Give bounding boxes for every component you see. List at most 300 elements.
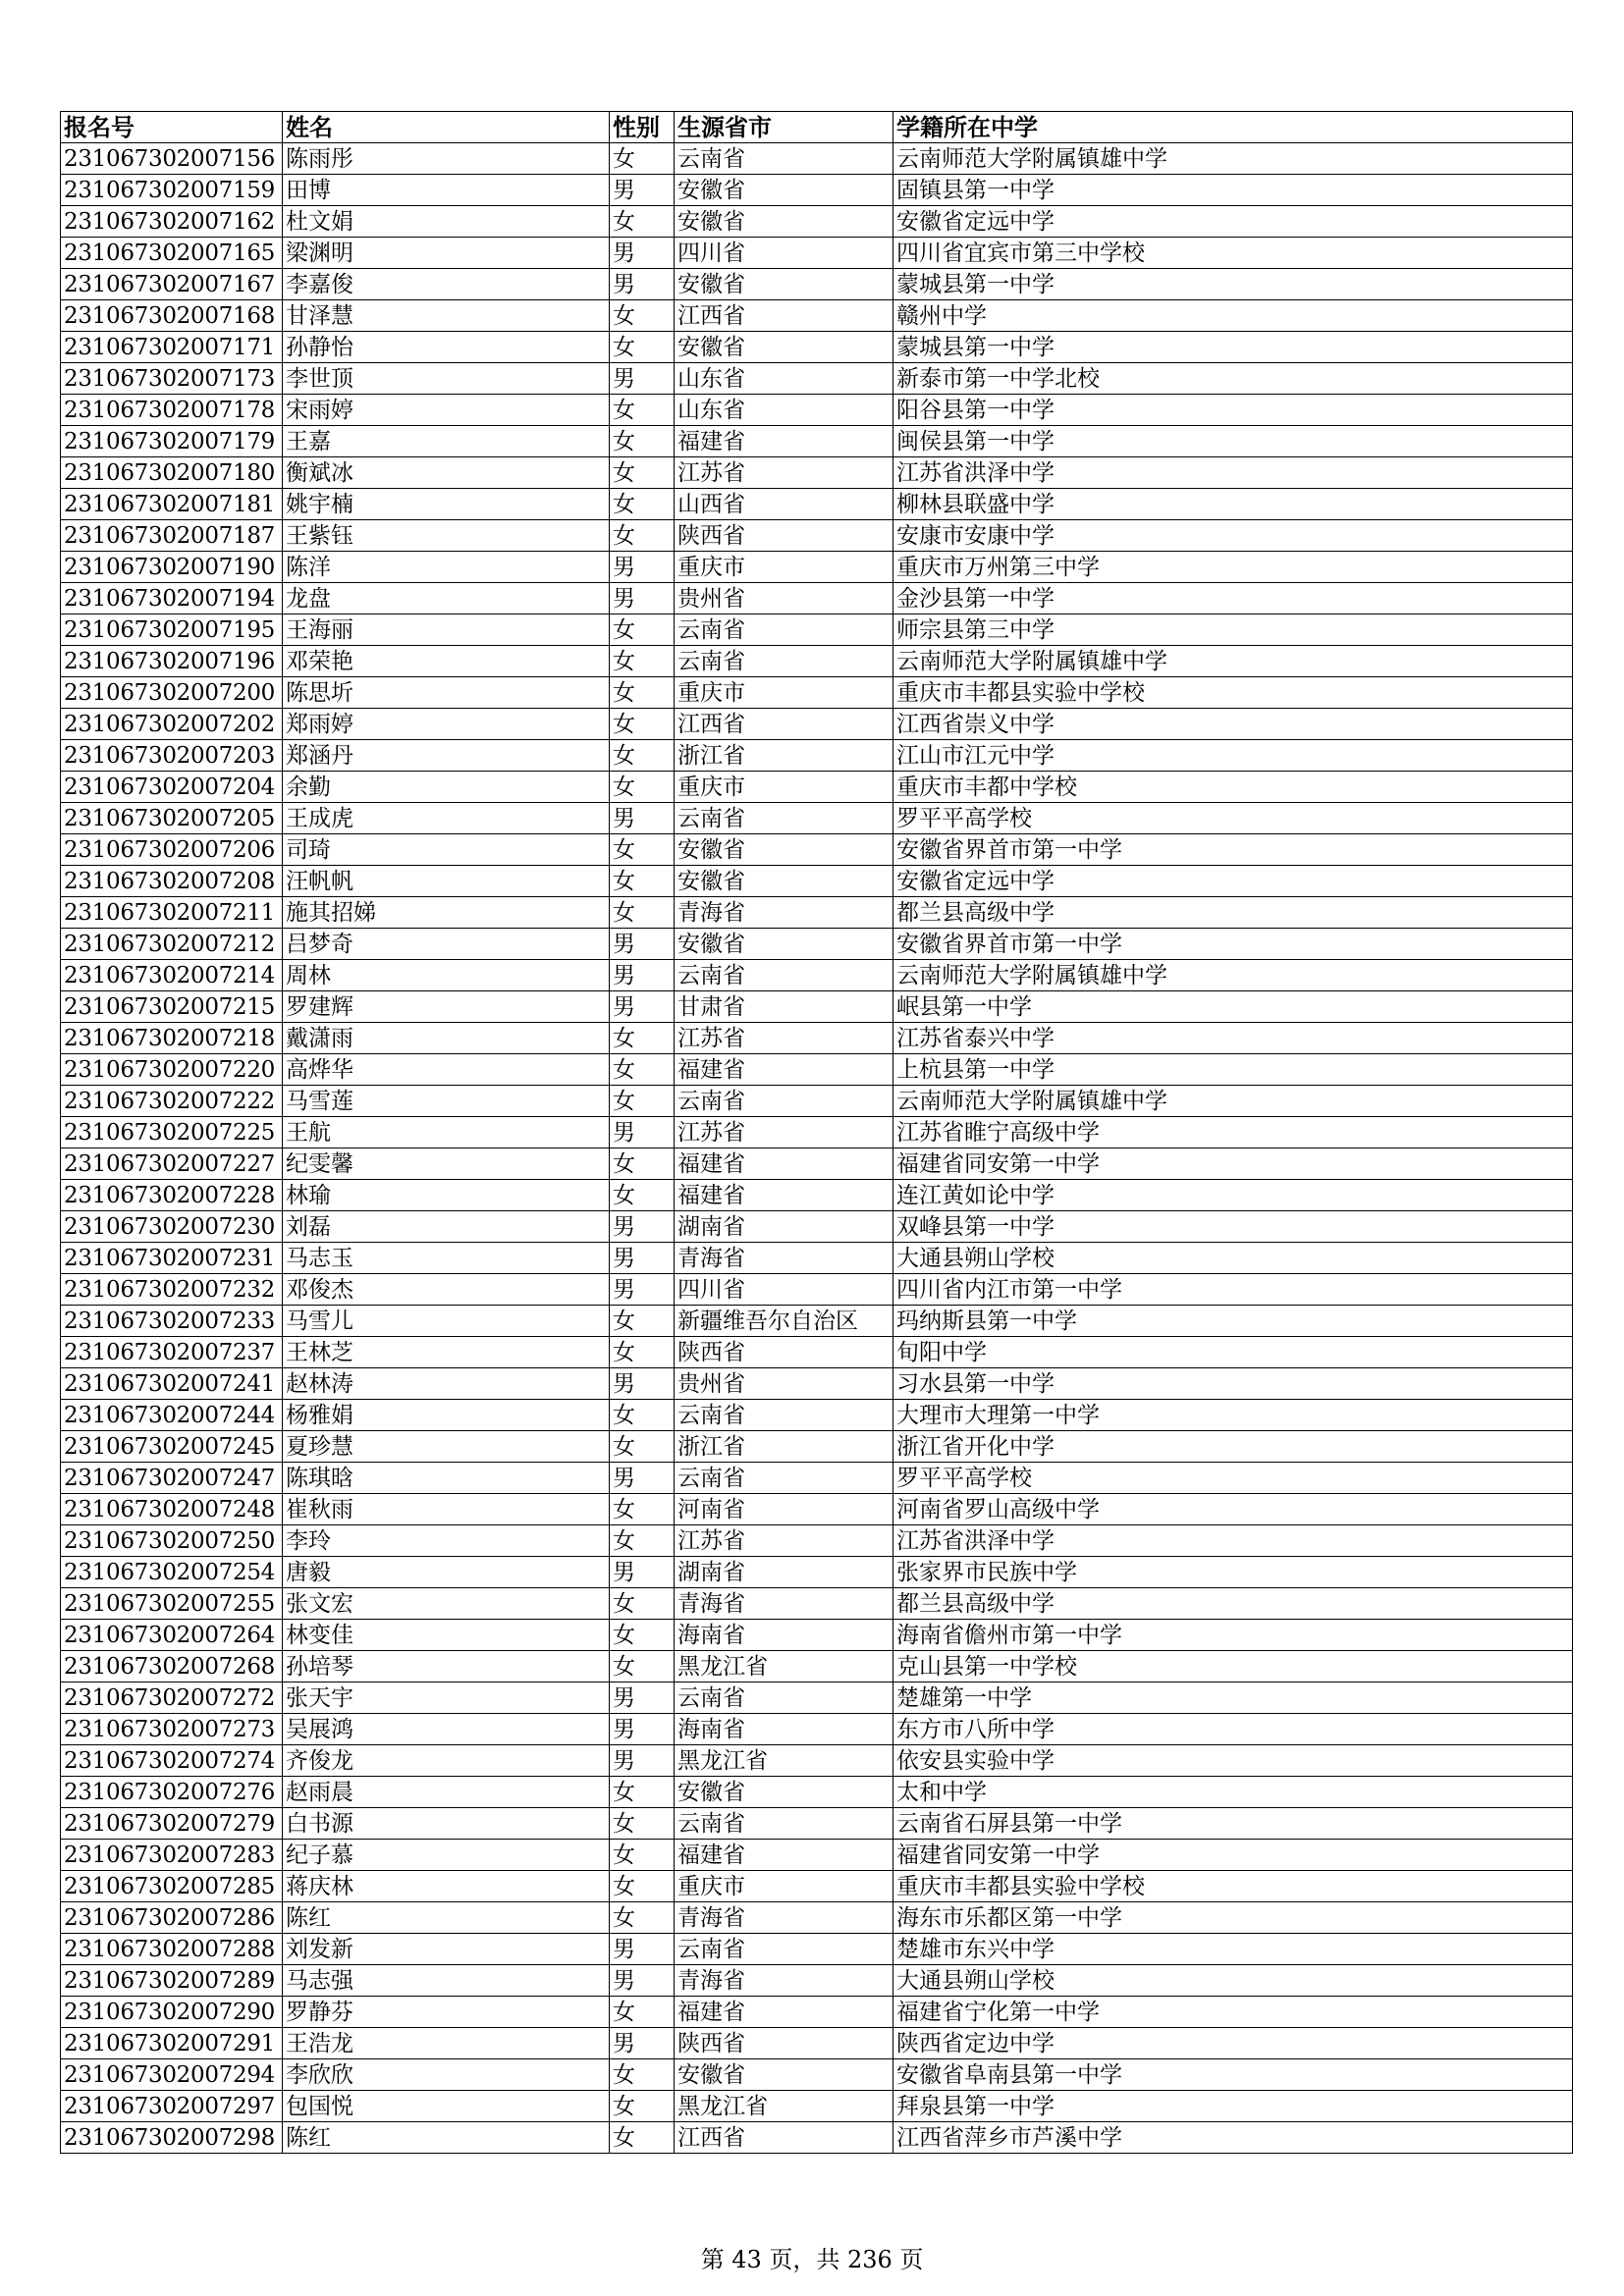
registration-number-cell: 231067302007208 <box>61 866 283 897</box>
school-cell: 江山市江元中学 <box>893 740 1573 772</box>
name-cell: 王嘉 <box>283 426 610 457</box>
gender-cell: 女 <box>610 2091 675 2122</box>
gender-cell: 女 <box>610 426 675 457</box>
province-cell: 黑龙江省 <box>675 1745 893 1777</box>
province-cell: 青海省 <box>675 897 893 929</box>
gender-cell: 男 <box>610 175 675 206</box>
table-row <box>61 1494 1573 1525</box>
province-cell: 四川省 <box>675 1274 893 1306</box>
province-cell: 江西省 <box>675 709 893 740</box>
school-cell: 旬阳中学 <box>893 1337 1573 1368</box>
province-cell: 山东省 <box>675 363 893 395</box>
table-row <box>61 1368 1573 1400</box>
school-cell: 大通县朔山学校 <box>893 1965 1573 1997</box>
gender-cell: 男 <box>610 1682 675 1714</box>
province-cell: 陕西省 <box>675 520 893 552</box>
province-cell: 安徽省 <box>675 866 893 897</box>
registration-number-cell: 231067302007228 <box>61 1180 283 1211</box>
registration-number-cell: 231067302007162 <box>61 206 283 238</box>
name-cell: 邓荣艳 <box>283 646 610 677</box>
name-cell: 王浩龙 <box>283 2028 610 2059</box>
province-cell: 安徽省 <box>675 332 893 363</box>
name-cell: 刘磊 <box>283 1211 610 1243</box>
name-cell: 施其招娣 <box>283 897 610 929</box>
table-row <box>61 1243 1573 1274</box>
school-cell: 楚雄第一中学 <box>893 1682 1573 1714</box>
table-row <box>61 2122 1573 2154</box>
gender-cell: 女 <box>610 1997 675 2028</box>
registration-number-cell: 231067302007159 <box>61 175 283 206</box>
name-cell: 李欣欣 <box>283 2059 610 2091</box>
name-cell: 杨雅娟 <box>283 1400 610 1431</box>
registration-number-cell: 231067302007204 <box>61 772 283 803</box>
table-row <box>61 426 1573 457</box>
table-row <box>61 238 1573 269</box>
gender-cell: 女 <box>610 772 675 803</box>
province-cell: 重庆市 <box>675 552 893 583</box>
table-row <box>61 1557 1573 1588</box>
province-cell: 安徽省 <box>675 269 893 300</box>
school-cell: 云南师范大学附属镇雄中学 <box>893 646 1573 677</box>
school-cell: 云南师范大学附属镇雄中学 <box>893 143 1573 175</box>
name-cell: 孙培琴 <box>283 1651 610 1682</box>
name-cell: 宋雨婷 <box>283 395 610 426</box>
name-cell: 吴展鸿 <box>283 1714 610 1745</box>
registration-number-cell: 231067302007232 <box>61 1274 283 1306</box>
school-cell: 都兰县高级中学 <box>893 897 1573 929</box>
name-cell: 罗建辉 <box>283 991 610 1023</box>
table-row <box>61 1306 1573 1337</box>
school-cell: 阳谷县第一中学 <box>893 395 1573 426</box>
school-cell: 安徽省界首市第一中学 <box>893 929 1573 960</box>
gender-cell: 女 <box>610 2122 675 2154</box>
registration-number-cell: 231067302007230 <box>61 1211 283 1243</box>
school-cell: 岷县第一中学 <box>893 991 1573 1023</box>
school-cell: 云南省石屏县第一中学 <box>893 1808 1573 1840</box>
gender-cell: 男 <box>610 583 675 614</box>
registration-number-cell: 231067302007203 <box>61 740 283 772</box>
province-cell: 山西省 <box>675 489 893 520</box>
name-cell: 马雪儿 <box>283 1306 610 1337</box>
school-cell: 拜泉县第一中学 <box>893 2091 1573 2122</box>
table-row <box>61 960 1573 991</box>
gender-cell: 男 <box>610 238 675 269</box>
registration-number-cell: 231067302007178 <box>61 395 283 426</box>
school-cell: 云南师范大学附属镇雄中学 <box>893 960 1573 991</box>
school-cell: 浙江省开化中学 <box>893 1431 1573 1463</box>
registration-number-cell: 231067302007218 <box>61 1023 283 1054</box>
school-cell: 云南师范大学附属镇雄中学 <box>893 1086 1573 1117</box>
table-row <box>61 1180 1573 1211</box>
table-row <box>61 866 1573 897</box>
table-row <box>61 1714 1573 1745</box>
province-cell: 新疆维吾尔自治区 <box>675 1306 893 1337</box>
province-cell: 云南省 <box>675 1400 893 1431</box>
name-cell: 蒋庆林 <box>283 1871 610 1902</box>
table-row <box>61 1808 1573 1840</box>
registration-number-cell: 231067302007179 <box>61 426 283 457</box>
gender-cell: 女 <box>610 1148 675 1180</box>
province-cell: 云南省 <box>675 803 893 834</box>
name-cell: 马志强 <box>283 1965 610 1997</box>
school-cell: 陕西省定边中学 <box>893 2028 1573 2059</box>
name-cell: 姚宇楠 <box>283 489 610 520</box>
name-cell: 刘发新 <box>283 1934 610 1965</box>
gender-cell: 女 <box>610 614 675 646</box>
school-cell: 江苏省洪泽中学 <box>893 457 1573 489</box>
province-cell: 重庆市 <box>675 772 893 803</box>
gender-cell: 女 <box>610 1086 675 1117</box>
registration-number-cell: 231067302007233 <box>61 1306 283 1337</box>
name-cell: 夏珍慧 <box>283 1431 610 1463</box>
gender-cell: 女 <box>610 1902 675 1934</box>
name-cell: 白书源 <box>283 1808 610 1840</box>
table-row <box>61 2028 1573 2059</box>
registration-number-cell: 231067302007289 <box>61 1965 283 1997</box>
registration-number-cell: 231067302007272 <box>61 1682 283 1714</box>
registration-number-cell: 231067302007181 <box>61 489 283 520</box>
school-cell: 江苏省洪泽中学 <box>893 1525 1573 1557</box>
name-cell: 周林 <box>283 960 610 991</box>
table-row <box>61 991 1573 1023</box>
registration-number-cell: 231067302007279 <box>61 1808 283 1840</box>
table-row <box>61 269 1573 300</box>
name-cell: 陈红 <box>283 1902 610 1934</box>
gender-cell: 男 <box>610 363 675 395</box>
registration-number-cell: 231067302007274 <box>61 1745 283 1777</box>
table-row <box>61 709 1573 740</box>
table-row <box>61 395 1573 426</box>
gender-cell: 女 <box>610 1808 675 1840</box>
school-cell: 安徽省界首市第一中学 <box>893 834 1573 866</box>
table-row <box>61 363 1573 395</box>
province-cell: 福建省 <box>675 1148 893 1180</box>
table-row <box>61 1620 1573 1651</box>
school-cell: 罗平平高学校 <box>893 1463 1573 1494</box>
name-cell: 齐俊龙 <box>283 1745 610 1777</box>
name-cell: 王航 <box>283 1117 610 1148</box>
school-cell: 师宗县第三中学 <box>893 614 1573 646</box>
table-row <box>61 175 1573 206</box>
gender-cell: 男 <box>610 1463 675 1494</box>
name-cell: 王海丽 <box>283 614 610 646</box>
province-cell: 福建省 <box>675 1180 893 1211</box>
province-cell: 山东省 <box>675 395 893 426</box>
gender-cell: 女 <box>610 1431 675 1463</box>
name-cell: 孙静怡 <box>283 332 610 363</box>
table-row <box>61 1651 1573 1682</box>
table-row <box>61 1525 1573 1557</box>
name-cell: 张天宇 <box>283 1682 610 1714</box>
name-cell: 陈思圻 <box>283 677 610 709</box>
registration-number-cell: 231067302007268 <box>61 1651 283 1682</box>
province-cell: 江西省 <box>675 300 893 332</box>
name-cell: 马雪莲 <box>283 1086 610 1117</box>
registration-number-cell: 231067302007195 <box>61 614 283 646</box>
name-cell: 汪帆帆 <box>283 866 610 897</box>
registration-number-cell: 231067302007285 <box>61 1871 283 1902</box>
province-cell: 四川省 <box>675 238 893 269</box>
name-cell: 梁渊明 <box>283 238 610 269</box>
school-cell: 大理市大理第一中学 <box>893 1400 1573 1431</box>
province-cell: 江苏省 <box>675 1023 893 1054</box>
registration-number-cell: 231067302007190 <box>61 552 283 583</box>
province-cell: 黑龙江省 <box>675 2091 893 2122</box>
school-cell: 重庆市万州第三中学 <box>893 552 1573 583</box>
school-cell: 克山县第一中学校 <box>893 1651 1573 1682</box>
school-cell: 安徽省定远中学 <box>893 866 1573 897</box>
table-row <box>61 834 1573 866</box>
school-cell: 依安县实验中学 <box>893 1745 1573 1777</box>
school-cell: 习水县第一中学 <box>893 1368 1573 1400</box>
registration-number-cell: 231067302007165 <box>61 238 283 269</box>
name-cell: 田博 <box>283 175 610 206</box>
registration-number-cell: 231067302007247 <box>61 1463 283 1494</box>
gender-cell: 女 <box>610 1054 675 1086</box>
table-row <box>61 803 1573 834</box>
province-cell: 浙江省 <box>675 1431 893 1463</box>
gender-cell: 男 <box>610 269 675 300</box>
province-cell: 安徽省 <box>675 929 893 960</box>
gender-cell: 女 <box>610 300 675 332</box>
school-cell: 江西省崇义中学 <box>893 709 1573 740</box>
table-row <box>61 300 1573 332</box>
registration-number-cell: 231067302007245 <box>61 1431 283 1463</box>
name-cell: 高烨华 <box>283 1054 610 1086</box>
page-footer: 第 43 页，共 236 页 <box>700 2246 924 2273</box>
registration-number-cell: 231067302007202 <box>61 709 283 740</box>
province-cell: 重庆市 <box>675 1871 893 1902</box>
table-row <box>61 929 1573 960</box>
province-cell: 江苏省 <box>675 457 893 489</box>
gender-cell: 女 <box>610 1494 675 1525</box>
gender-cell: 女 <box>610 1840 675 1871</box>
gender-cell: 男 <box>610 1934 675 1965</box>
gender-cell: 女 <box>610 2059 675 2091</box>
registration-number-cell: 231067302007194 <box>61 583 283 614</box>
province-cell: 湖南省 <box>675 1211 893 1243</box>
school-cell: 重庆市丰都县实验中学校 <box>893 1871 1573 1902</box>
name-cell: 司琦 <box>283 834 610 866</box>
table-row <box>61 772 1573 803</box>
registration-number-cell: 231067302007222 <box>61 1086 283 1117</box>
name-cell: 李嘉俊 <box>283 269 610 300</box>
province-cell: 福建省 <box>675 1054 893 1086</box>
registration-number-cell: 231067302007227 <box>61 1148 283 1180</box>
province-cell: 甘肃省 <box>675 991 893 1023</box>
registration-number-cell: 231067302007264 <box>61 1620 283 1651</box>
province-cell: 贵州省 <box>675 1368 893 1400</box>
name-cell: 陈雨彤 <box>283 143 610 175</box>
header-gender: 性别 <box>610 112 675 143</box>
name-cell: 林变佳 <box>283 1620 610 1651</box>
registration-number-cell: 231067302007225 <box>61 1117 283 1148</box>
gender-cell: 男 <box>610 1714 675 1745</box>
gender-cell: 女 <box>610 395 675 426</box>
name-cell: 杜文娟 <box>283 206 610 238</box>
school-cell: 福建省同安第一中学 <box>893 1840 1573 1871</box>
registration-number-cell: 231067302007286 <box>61 1902 283 1934</box>
name-cell: 崔秋雨 <box>283 1494 610 1525</box>
province-cell: 安徽省 <box>675 2059 893 2091</box>
name-cell: 陈洋 <box>283 552 610 583</box>
province-cell: 重庆市 <box>675 677 893 709</box>
province-cell: 云南省 <box>675 143 893 175</box>
province-cell: 安徽省 <box>675 1777 893 1808</box>
gender-cell: 男 <box>610 1965 675 1997</box>
header-name: 姓名 <box>283 112 610 143</box>
school-cell: 安康市安康中学 <box>893 520 1573 552</box>
table-row <box>61 677 1573 709</box>
admission-list-table <box>60 111 1573 2154</box>
province-cell: 云南省 <box>675 1682 893 1714</box>
registration-number-cell: 231067302007220 <box>61 1054 283 1086</box>
registration-number-cell: 231067302007241 <box>61 1368 283 1400</box>
table-row <box>61 1997 1573 2028</box>
school-cell: 大通县朔山学校 <box>893 1243 1573 1274</box>
province-cell: 海南省 <box>675 1714 893 1745</box>
registration-number-cell: 231067302007291 <box>61 2028 283 2059</box>
school-cell: 四川省内江市第一中学 <box>893 1274 1573 1306</box>
table-row <box>61 583 1573 614</box>
table-row <box>61 1117 1573 1148</box>
province-cell: 青海省 <box>675 1965 893 1997</box>
table-row <box>61 1431 1573 1463</box>
registration-number-cell: 231067302007168 <box>61 300 283 332</box>
school-cell: 河南省罗山高级中学 <box>893 1494 1573 1525</box>
name-cell: 纪雯馨 <box>283 1148 610 1180</box>
table-row <box>61 1400 1573 1431</box>
table-row <box>61 457 1573 489</box>
school-cell: 安徽省定远中学 <box>893 206 1573 238</box>
province-cell: 浙江省 <box>675 740 893 772</box>
table-row <box>61 1682 1573 1714</box>
gender-cell: 女 <box>610 1651 675 1682</box>
table-row <box>61 1934 1573 1965</box>
registration-number-cell: 231067302007294 <box>61 2059 283 2091</box>
registration-number-cell: 231067302007273 <box>61 1714 283 1745</box>
registration-number-cell: 231067302007276 <box>61 1777 283 1808</box>
school-cell: 赣州中学 <box>893 300 1573 332</box>
gender-cell: 女 <box>610 1525 675 1557</box>
name-cell: 李玲 <box>283 1525 610 1557</box>
gender-cell: 女 <box>610 1777 675 1808</box>
gender-cell: 女 <box>610 489 675 520</box>
province-cell: 福建省 <box>675 1840 893 1871</box>
school-cell: 张家界市民族中学 <box>893 1557 1573 1588</box>
header-registration-number: 报名号 <box>61 112 283 143</box>
school-cell: 福建省宁化第一中学 <box>893 1997 1573 2028</box>
name-cell: 吕梦奇 <box>283 929 610 960</box>
registration-number-cell: 231067302007254 <box>61 1557 283 1588</box>
province-cell: 云南省 <box>675 960 893 991</box>
name-cell: 陈琪晗 <box>283 1463 610 1494</box>
gender-cell: 女 <box>610 1180 675 1211</box>
school-cell: 重庆市丰都县实验中学校 <box>893 677 1573 709</box>
province-cell: 陕西省 <box>675 1337 893 1368</box>
registration-number-cell: 231067302007215 <box>61 991 283 1023</box>
registration-number-cell: 231067302007290 <box>61 1997 283 2028</box>
name-cell: 林瑜 <box>283 1180 610 1211</box>
registration-number-cell: 231067302007167 <box>61 269 283 300</box>
registration-number-cell: 231067302007298 <box>61 2122 283 2154</box>
province-cell: 河南省 <box>675 1494 893 1525</box>
registration-number-cell: 231067302007205 <box>61 803 283 834</box>
province-cell: 贵州省 <box>675 583 893 614</box>
school-cell: 海东市乐都区第一中学 <box>893 1902 1573 1934</box>
registration-number-cell: 231067302007288 <box>61 1934 283 1965</box>
province-cell: 江西省 <box>675 2122 893 2154</box>
name-cell: 余勤 <box>283 772 610 803</box>
province-cell: 云南省 <box>675 646 893 677</box>
table-row <box>61 1902 1573 1934</box>
table-row <box>61 1148 1573 1180</box>
registration-number-cell: 231067302007196 <box>61 646 283 677</box>
school-cell: 海南省儋州市第一中学 <box>893 1620 1573 1651</box>
name-cell: 郑雨婷 <box>283 709 610 740</box>
table-row <box>61 1274 1573 1306</box>
province-cell: 福建省 <box>675 1997 893 2028</box>
gender-cell: 男 <box>610 929 675 960</box>
registration-number-cell: 231067302007231 <box>61 1243 283 1274</box>
gender-cell: 女 <box>610 1306 675 1337</box>
table-row <box>61 1745 1573 1777</box>
registration-number-cell: 231067302007206 <box>61 834 283 866</box>
table-body <box>61 143 1573 2154</box>
province-cell: 安徽省 <box>675 834 893 866</box>
table-row <box>61 2091 1573 2122</box>
registration-number-cell: 231067302007171 <box>61 332 283 363</box>
name-cell: 赵雨晨 <box>283 1777 610 1808</box>
table-row <box>61 1588 1573 1620</box>
table-row <box>61 740 1573 772</box>
gender-cell: 女 <box>610 709 675 740</box>
school-cell: 上杭县第一中学 <box>893 1054 1573 1086</box>
school-cell: 蒙城县第一中学 <box>893 269 1573 300</box>
table-row <box>61 332 1573 363</box>
name-cell: 戴潇雨 <box>283 1023 610 1054</box>
registration-number-cell: 231067302007156 <box>61 143 283 175</box>
table-row <box>61 646 1573 677</box>
province-cell: 海南省 <box>675 1620 893 1651</box>
table-row <box>61 520 1573 552</box>
header-school: 学籍所在中学 <box>893 112 1573 143</box>
registration-number-cell: 231067302007250 <box>61 1525 283 1557</box>
school-cell: 福建省同安第一中学 <box>893 1148 1573 1180</box>
name-cell: 包国悦 <box>283 2091 610 2122</box>
school-cell: 都兰县高级中学 <box>893 1588 1573 1620</box>
table-row <box>61 143 1573 175</box>
table-row <box>61 897 1573 929</box>
table-row <box>61 206 1573 238</box>
registration-number-cell: 231067302007237 <box>61 1337 283 1368</box>
school-cell: 金沙县第一中学 <box>893 583 1573 614</box>
gender-cell: 男 <box>610 960 675 991</box>
table-row <box>61 1337 1573 1368</box>
gender-cell: 男 <box>610 1211 675 1243</box>
name-cell: 王紫钰 <box>283 520 610 552</box>
name-cell: 陈红 <box>283 2122 610 2154</box>
province-cell: 安徽省 <box>675 175 893 206</box>
school-cell: 新泰市第一中学北校 <box>893 363 1573 395</box>
school-cell: 重庆市丰都中学校 <box>893 772 1573 803</box>
registration-number-cell: 231067302007173 <box>61 363 283 395</box>
name-cell: 纪子慕 <box>283 1840 610 1871</box>
registration-number-cell: 231067302007200 <box>61 677 283 709</box>
school-cell: 太和中学 <box>893 1777 1573 1808</box>
province-cell: 湖南省 <box>675 1557 893 1588</box>
name-cell: 唐毅 <box>283 1557 610 1588</box>
